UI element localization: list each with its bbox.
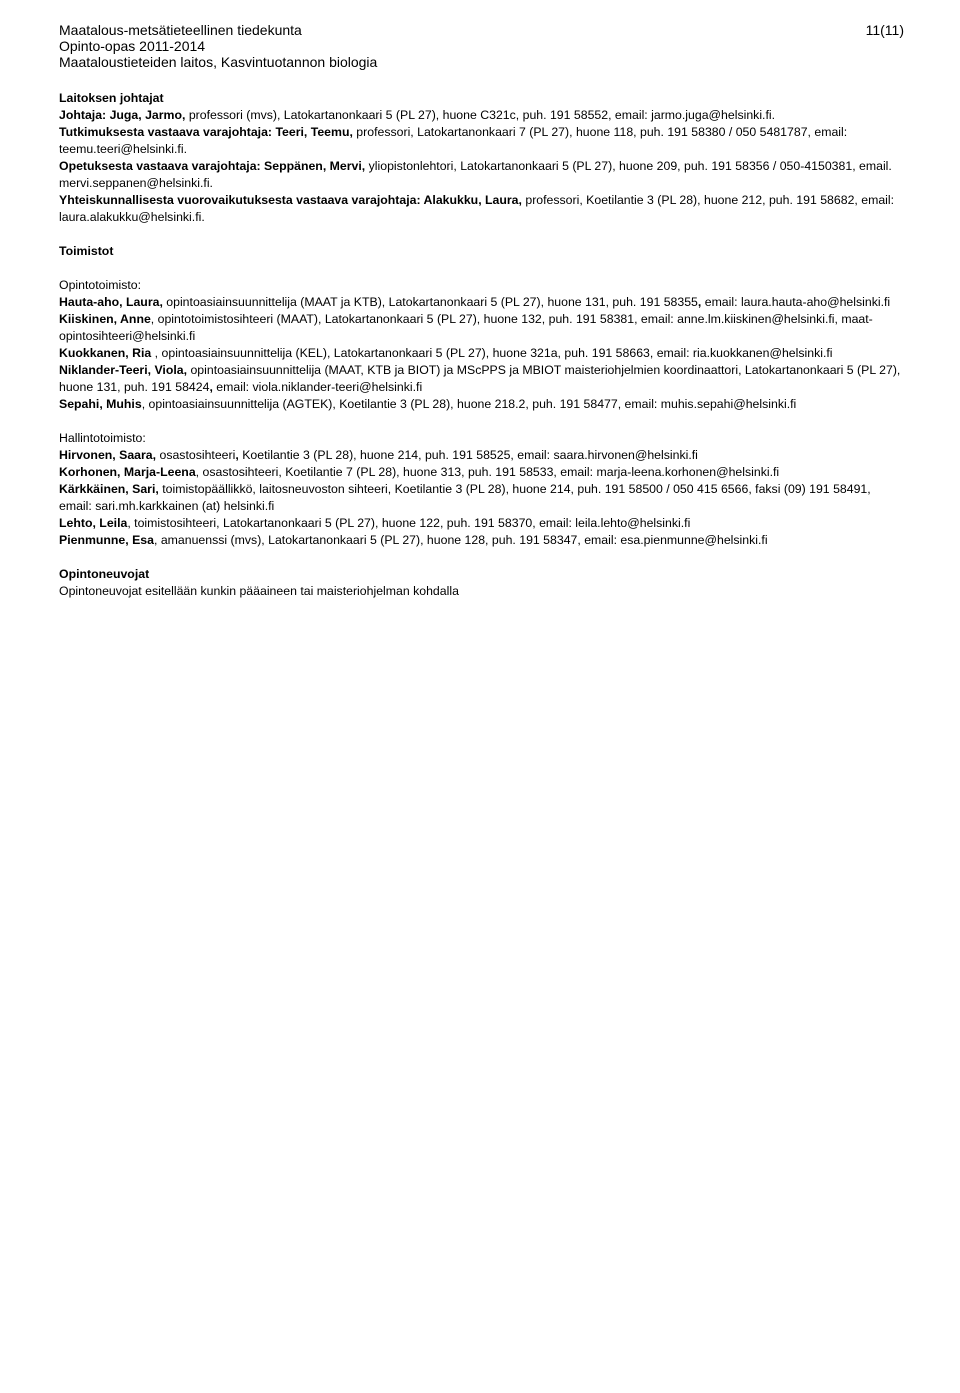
advisors-text: Opintoneuvojat esitellään kunkin pääaineen tai maisteriohjelman kohdalla (59, 584, 459, 598)
staff-entry: Kuokkanen, Ria , opintoasiainsuunnittelija (KEL), Latokartanonkaari 5 (PL 27), huone 321a, puh. 191 58663, email: ria.kuokkanen@helsinki.fi (59, 346, 833, 360)
leader-role: Yhteiskunnallisesta vuorovaikutuksesta vastaava varajohtaja: Alakukku, Laura, (59, 193, 522, 207)
staff-name: Kiiskinen, Anne (59, 312, 151, 326)
study-office-label: Opintotoimisto: (59, 278, 142, 292)
staff-entry: Kiiskinen, Anne, opintotoimistosihteeri (MAAT), Latokartanonkaari 5 (PL 27), huone 132, puh. 191 58381, email: anne.lm.kiiskinen@helsinki.fi, maat-opintosihteeri@helsinki.fi (59, 312, 873, 343)
staff-name: Pienmunne, Esa (59, 533, 154, 547)
leader-details: yliopistonlehtori, Latokartanonkaari 5 (PL 27), huone 209, puh. 191 58356 / 050-4150381, email. mervi.seppanen@helsinki.fi. (59, 159, 892, 190)
leader-role: Johtaja: Juga, Jarmo, (59, 108, 186, 122)
staff-name: Korhonen, Marja-Leena (59, 465, 196, 479)
staff-name: Hirvonen, Saara, (59, 448, 157, 462)
staff-entry: Korhonen, Marja-Leena, osastosihteeri, Koetilantie 7 (PL 28), huone 313, puh. 191 58533, email: marja-leena.korhonen@helsinki.fi (59, 465, 780, 479)
staff-entry: Pienmunne, Esa, amanuenssi (mvs), Latokartanonkaari 5 (PL 27), huone 128, puh. 191 58347, email: esa.pienmunne@helsinki.fi (59, 533, 768, 547)
staff-name: Hauta-aho, Laura, (59, 295, 163, 309)
leader-entry (59, 192, 904, 226)
staff-name: Kärkkäinen, Sari, (59, 482, 159, 496)
staff-name: Lehto, Leila (59, 516, 128, 530)
department-name: Maataloustieteiden laitos, Kasvintuotannon biologia (59, 54, 378, 70)
study-guide-title: Opinto-opas 2011-2014 (59, 38, 206, 54)
staff-name: Niklander-Teeri, Viola, (59, 363, 188, 377)
advisors-heading: Opintoneuvojat (59, 567, 150, 581)
advisors-section (59, 566, 904, 600)
staff-entry: Hauta-aho, Laura, opintoasiainsuunnittelija (MAAT ja KTB), Latokartanonkaari 5 (PL 27), huone 131, puh. 191 58355, email: laura.hauta-aho@helsinki.fi (59, 295, 891, 309)
leaders-section (59, 90, 904, 226)
leader-role: Opetuksesta vastaava varajohtaja: Seppänen, Mervi, (59, 159, 366, 173)
staff-name: Kuokkanen, Ria (59, 346, 152, 360)
staff-name: Sepahi, Muhis (59, 397, 142, 411)
leader-details: professori, Latokartanonkaari 7 (PL 27), huone 118, puh. 191 58380 / 050 5481787, email: teemu.teeri@helsinki.fi. (59, 125, 848, 156)
offices-section (59, 243, 904, 549)
staff-entry: Niklander-Teeri, Viola, opintoasiainsuunnittelija (MAAT, KTB ja BIOT) ja MScPPS ja MBIOT maisteriohjelmien koordinaattori, Latokartanonkaari 5 (PL 27), huone 131, puh. 191 58424, email: viola.niklander-teeri@helsinki.fi (59, 363, 901, 394)
document-page (59, 22, 904, 600)
leaders-heading: Laitoksen johtajat (59, 91, 164, 105)
leader-details: professori (mvs), Latokartanonkaari 5 (PL 27), huone C321c, puh. 191 58552, email: jarmo.juga@helsinki.fi. (185, 108, 776, 122)
staff-entry: Hirvonen, Saara, osastosihteeri, Koetilantie 3 (PL 28), huone 214, puh. 191 58525, email: saara.hirvonen@helsinki.fi (59, 448, 698, 462)
leader-entry (59, 158, 904, 192)
leader-details: professori, Koetilantie 3 (PL 28), huone 212, puh. 191 58682, email: laura.alakukku@helsinki.fi. (59, 193, 895, 224)
staff-entry: Sepahi, Muhis, opintoasiainsuunnittelija (AGTEK), Koetilantie 3 (PL 28), huone 218.2, puh. 191 58477, email: muhis.sepahi@helsinki.fi (59, 397, 797, 411)
leader-role: Tutkimuksesta vastaava varajohtaja: Teeri, Teemu, (59, 125, 353, 139)
offices-heading: Toimistot (59, 244, 114, 258)
leader-entry (59, 124, 904, 158)
staff-entry: Lehto, Leila, toimistosihteeri, Latokartanonkaari 5 (PL 27), huone 122, puh. 191 58370, email: leila.lehto@helsinki.fi (59, 516, 691, 530)
page-number: 11(11) (865, 22, 904, 38)
faculty-name: Maatalous-metsätieteellinen tiedekunta (59, 22, 302, 38)
staff-entry: Kärkkäinen, Sari, toimistopäällikkö, laitosneuvoston sihteeri, Koetilantie 3 (PL 28), huone 214, puh. 191 58500 / 050 415 6566, faksi (09) 191 58491, email: sari.mh.karkkainen (at) helsinki.fi (59, 482, 871, 513)
leader-entry (59, 107, 904, 124)
admin-office-label: Hallintotoimisto: (59, 431, 146, 445)
page-header (59, 22, 904, 70)
